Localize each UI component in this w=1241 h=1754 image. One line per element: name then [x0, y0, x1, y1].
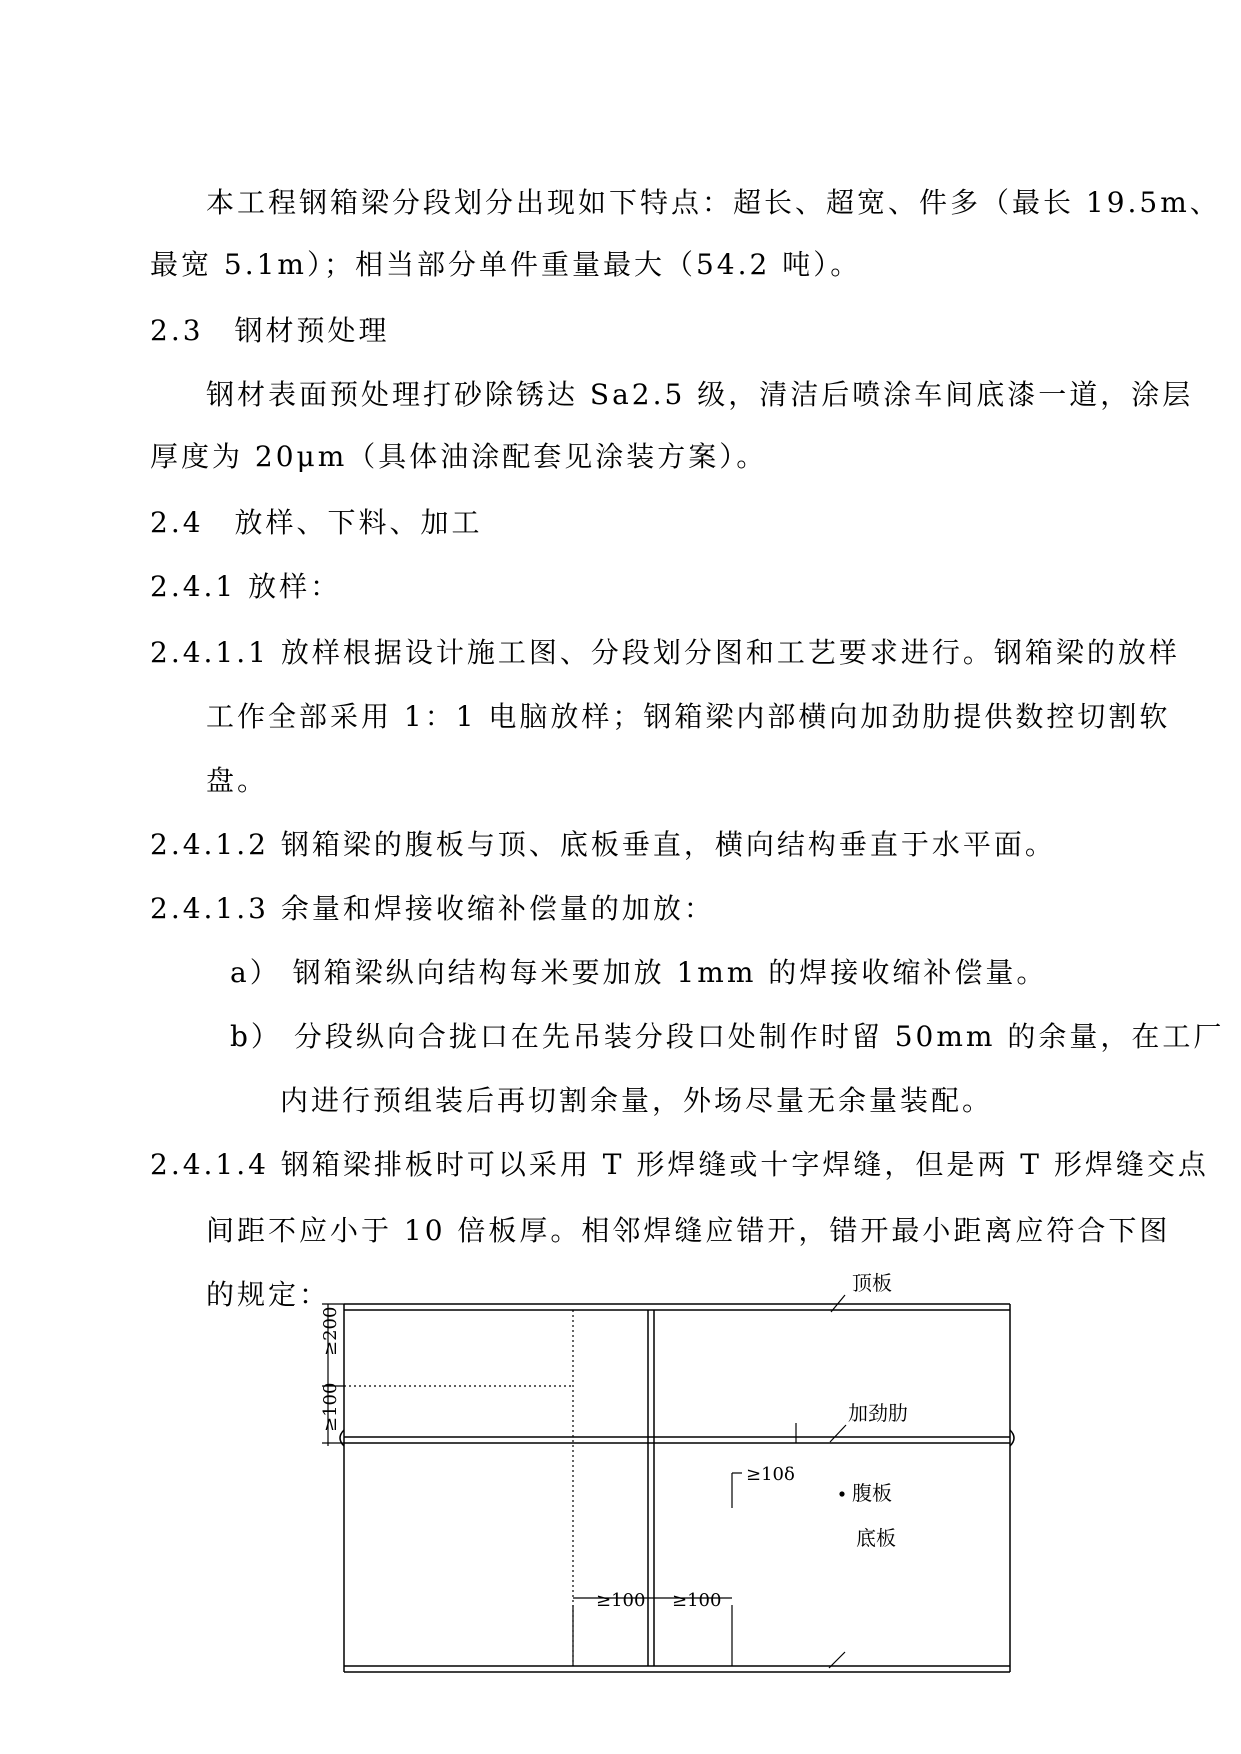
list-item: a） 钢箱梁纵向结构每米要加放 1mm 的焊接收缩补偿量。 — [230, 956, 1048, 989]
paragraph-line: 最宽 5.1m）；相当部分单件重量最大（54.2 吨）。 — [150, 248, 862, 281]
paragraph-line: 2.4.1.4 钢箱梁排板时可以采用 T 形焊缝或十字焊缝，但是两 T 形焊缝交点 — [150, 1148, 1209, 1181]
paragraph-line: 本工程钢箱梁分段划分出现如下特点：超长、超宽、件多（最长 19.5m、 — [206, 186, 1221, 219]
dim-100-vertical: ≥100 — [320, 1382, 341, 1432]
subsection-heading: 2.4.1 放样： — [150, 570, 342, 603]
paragraph-line: 间距不应小于 10 倍板厚。相邻焊缝应错开，错开最小距离应符合下图 — [206, 1214, 1171, 1247]
dim-200: ≥200 — [320, 1306, 341, 1356]
dim-100-b: ≥100 — [672, 1590, 722, 1611]
paragraph-line: 2.4.1.3 余量和焊接收缩补偿量的加放： — [150, 892, 715, 925]
label-web: 腹板 — [852, 1481, 892, 1505]
section-heading: 2.3 钢材预处理 — [150, 314, 390, 347]
list-item: b） 分段纵向合拢口在先吊装分段口处制作时留 50mm 的余量，在工厂 — [230, 1020, 1225, 1053]
section-heading: 2.4 放样、下料、加工 — [150, 506, 483, 539]
list-item-continuation: 内进行预组装后再切割余量，外场尽量无余量装配。 — [280, 1084, 994, 1117]
paragraph-line: 2.4.1.1 放样根据设计施工图、分段划分图和工艺要求进行。钢箱梁的放样 — [150, 636, 1180, 669]
dim-100-a: ≥100 — [596, 1590, 646, 1611]
paragraph-line: 2.4.1.2 钢箱梁的腹板与顶、底板垂直，横向结构垂直于水平面。 — [150, 828, 1056, 861]
label-bottom-plate: 底板 — [856, 1526, 896, 1550]
label-top-plate: 顶板 — [852, 1271, 892, 1295]
paragraph-line: 的规定： — [206, 1278, 331, 1311]
paragraph-line: 钢材表面预处理打砂除锈达 Sa2.5 级，清洁后喷涂车间底漆一道，涂层 — [206, 378, 1194, 411]
paragraph-line: 盘。 — [206, 764, 269, 797]
dim-10-delta: ≥10δ — [746, 1464, 795, 1485]
paragraph-line: 厚度为 20μm（具体油涂配套见涂装方案）。 — [150, 440, 768, 473]
paragraph-line: 工作全部采用 1：1 电脑放样；钢箱梁内部横向加劲肋提供数控切割软 — [206, 700, 1171, 733]
label-stiffener: 加劲肋 — [848, 1401, 908, 1425]
